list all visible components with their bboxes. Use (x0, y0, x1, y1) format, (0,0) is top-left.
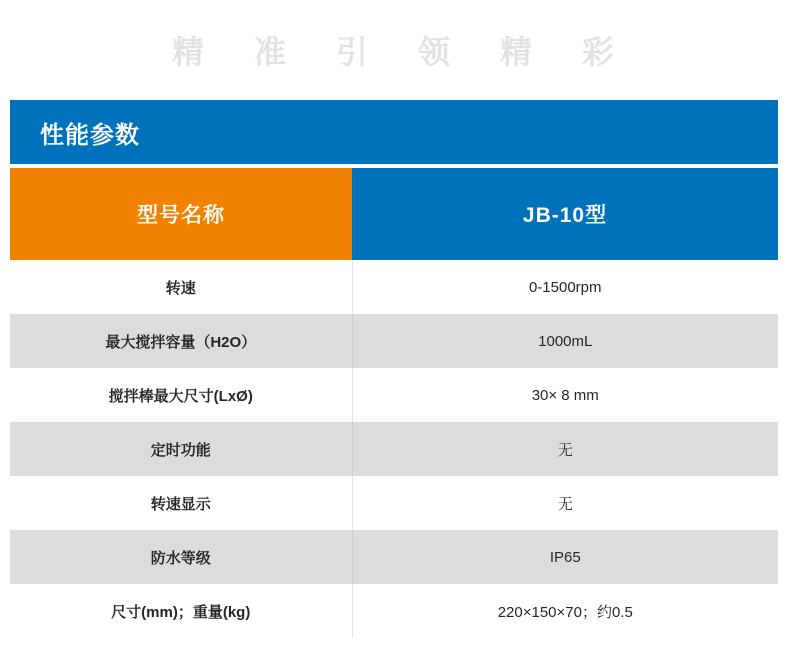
table-row (10, 368, 778, 422)
slogan-char-3: 引 (335, 34, 370, 70)
table-header-row (10, 168, 778, 260)
row-label: 转速 (10, 260, 352, 314)
row-value: 无 (352, 476, 778, 530)
row-value: 无 (352, 422, 778, 476)
slogan-char-2: 准 (253, 34, 288, 70)
row-label: 搅拌棒最大尺寸(LxØ) (10, 368, 352, 422)
slogan-char-1: 精 (171, 34, 206, 70)
specification-table (10, 168, 778, 638)
table-row (10, 476, 778, 530)
slogan-char-6: 彩 (582, 34, 617, 70)
row-value: IP65 (352, 530, 778, 584)
slogan-watermark (0, 0, 788, 100)
table-row (10, 260, 778, 314)
row-value: 30× 8 mm (352, 368, 778, 422)
table-row (10, 530, 778, 584)
slogan-char-4: 领 (418, 34, 453, 70)
table-row (10, 422, 778, 476)
row-label: 防水等级 (10, 530, 352, 584)
table-row (10, 584, 778, 638)
row-value: 220×150×70；约0.5 (352, 584, 778, 638)
row-value: 0-1500rpm (352, 260, 778, 314)
slogan-char-5: 精 (500, 34, 535, 70)
row-label: 转速显示 (10, 476, 352, 530)
section-title: 性能参数 (40, 121, 140, 149)
row-label: 最大搅拌容量（H2O） (10, 314, 352, 368)
row-label: 尺寸(mm)；重量(kg) (10, 584, 352, 638)
section-header-bar (10, 100, 778, 164)
row-value: 1000mL (352, 314, 778, 368)
table-header-model-value: JB-10型 (352, 168, 778, 260)
table-header-model-name: 型号名称 (10, 168, 352, 260)
table-row (10, 314, 778, 368)
row-label: 定时功能 (10, 422, 352, 476)
